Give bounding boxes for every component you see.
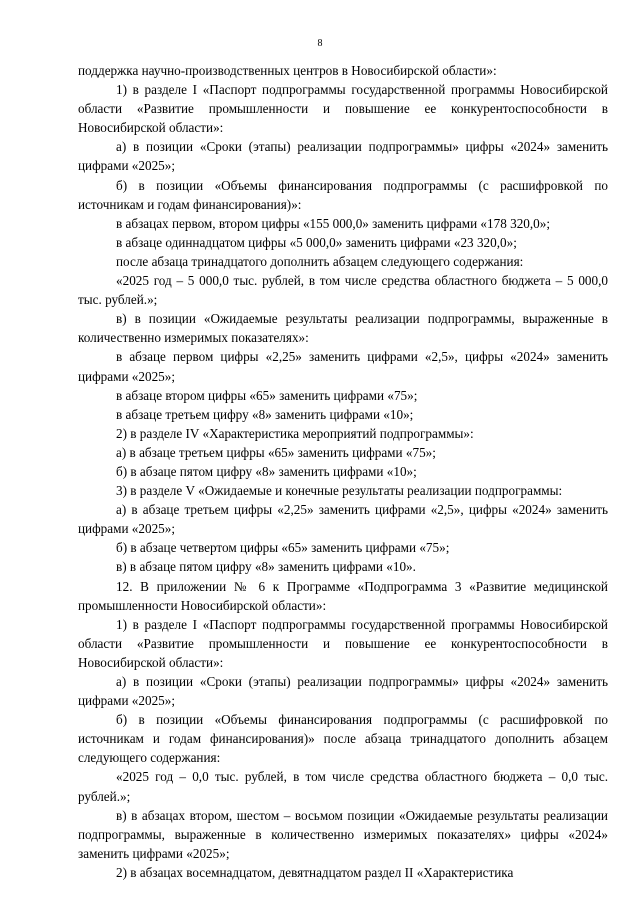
paragraph: б) в абзаце четвертом цифры «65» заменить цифрами «75»; [116,540,450,556]
paragraph: а) в позиции «Сроки (этапы) реализации подпрограммы» цифры «2024» заменить цифрами «2025»; [78,674,608,709]
paragraph: в) в абзаце пятом цифру «8» заменить цифрами «10». [116,559,416,575]
paragraph: 1) в разделе I «Паспорт подпрограммы государственной программы Новосибирской области «Развитие промышленности и повышение ее конкурентоспособности в Новосибирской области»: [78,82,608,136]
paragraph: в абзаце третьем цифру «8» заменить цифрами «10»; [116,406,414,422]
paragraph: а) в позиции «Сроки (этапы) реализации подпрограммы» цифры «2024» заменить цифрами «2025»; [78,139,608,174]
page-number: 8 [317,38,323,49]
paragraph: 2) в разделе IV «Характеристика мероприятий подпрограммы»: [116,425,474,441]
paragraph: а) в абзаце третьем цифры «65» заменить цифрами «75»; [116,444,436,460]
paragraph: 2) в абзацах восемнадцатом, девятнадцатом раздел II «Характеристика [116,864,514,880]
document-body [78,61,608,882]
paragraph: б) в абзаце пятом цифру «8» заменить цифрами «10»; [116,463,417,479]
paragraph: в) в позиции «Ожидаемые результаты реализации подпрограммы, выраженные в количественно измеримых показателях»: [78,311,608,346]
paragraph: «2025 год – 0,0 тыс. рублей, в том числе средства областного бюджета – 0,0 тыс. рублей.»; [78,769,608,804]
paragraph: 12. В приложении № 6 к Программе «Подпрограмма 3 «Развитие медицинской промышленности Новосибирской области»: [78,578,608,613]
paragraph: в абзаце одиннадцатом цифры «5 000,0» заменить цифрами «23 320,0»; [116,234,517,250]
paragraph: в абзаце втором цифры «65» заменить цифрами «75»; [116,387,418,403]
paragraph: в абзаце первом цифры «2,25» заменить цифрами «2,5», цифры «2024» заменить цифрами «2025»; [78,349,608,384]
paragraph: в) в абзацах втором, шестом – восьмом позиции «Ожидаемые результаты реализации подпрограммы, выраженные в количественно измеримых показателях» цифры «2024» заменить цифрами «2025»; [78,807,608,861]
paragraph: 3) в разделе V «Ожидаемые и конечные результаты реализации подпрограммы: [116,483,563,499]
paragraph: поддержка научно-производственных центров в Новосибирской области»: [78,63,497,78]
paragraph: «2025 год – 5 000,0 тыс. рублей, в том числе средства областного бюджета – 5 000,0 тыс. рублей.»; [78,273,608,308]
paragraph: в абзацах первом, втором цифры «155 000,0» заменить цифрами «178 320,0»; [116,215,551,231]
paragraph: 1) в разделе I «Паспорт подпрограммы государственной программы Новосибирской области «Развитие промышленности и повышение ее конкурентоспособности в Новосибирской области»: [78,616,608,670]
paragraph: б) в позиции «Объемы финансирования подпрограммы (с расшифровкой по источникам и годам финансирования)»: [78,177,608,212]
paragraph: после абзаца тринадцатого дополнить абзацем следующего содержания: [116,253,524,269]
paragraph: б) в позиции «Объемы финансирования подпрограммы (с расшифровкой по источникам и годам финансирования)» после абзаца тринадцатого дополнить абзацем следующего содержания: [78,712,608,766]
paragraph: а) в абзаце третьем цифры «2,25» заменить цифрами «2,5», цифры «2024» заменить цифрами «2025»; [78,502,608,537]
